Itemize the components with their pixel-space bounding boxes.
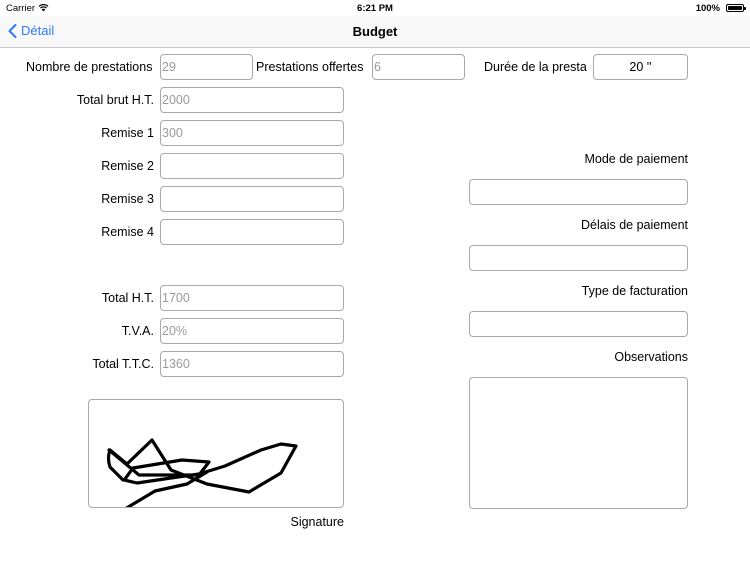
remise3-label: Remise 3: [101, 192, 154, 206]
back-label: Détail: [21, 23, 55, 38]
prestations-offertes-field[interactable]: [372, 54, 465, 80]
duree-label: Durée de la presta: [484, 60, 587, 74]
clock: 6:21 PM: [357, 3, 393, 14]
signature-pad[interactable]: [88, 399, 344, 508]
status-bar: [0, 0, 750, 16]
tva-field[interactable]: [160, 318, 344, 344]
delais-paiement-label: Délais de paiement: [580, 218, 688, 232]
prestations-offertes-label: Prestations offertes: [256, 60, 364, 74]
tva-label: T.V.A.: [121, 324, 154, 338]
mode-paiement-field[interactable]: [469, 179, 688, 205]
signature-label: Signature: [290, 515, 344, 529]
page-title: Budget: [352, 24, 398, 39]
type-facturation-field[interactable]: [469, 311, 688, 337]
carrier-label: Carrier: [6, 3, 36, 14]
type-facturation-label: Type de facturation: [581, 284, 688, 298]
duree-field[interactable]: [593, 54, 688, 80]
total-ht-label: Total H.T.: [101, 291, 154, 305]
remise2-label: Remise 2: [101, 159, 154, 173]
nb-prestations-label: Nombre de prestations: [26, 60, 153, 74]
battery-percent: 100%: [695, 3, 720, 14]
total-ht-field[interactable]: [160, 285, 344, 311]
navigation-bar: [0, 16, 750, 48]
remise3-field[interactable]: [160, 186, 344, 212]
total-brut-field[interactable]: [160, 87, 344, 113]
remise2-field[interactable]: [160, 153, 344, 179]
battery-icon: [726, 4, 744, 12]
remise1-field[interactable]: [160, 120, 344, 146]
observations-textarea[interactable]: [469, 377, 688, 509]
nb-prestations-field[interactable]: [160, 54, 253, 80]
signature-drawing: [89, 400, 344, 508]
remise4-field[interactable]: [160, 219, 344, 245]
remise4-label: Remise 4: [101, 225, 154, 239]
remise1-label: Remise 1: [101, 126, 154, 140]
delais-paiement-field[interactable]: [469, 245, 688, 271]
total-ttc-label: Total T.T.C.: [92, 357, 154, 371]
observations-label: Observations: [614, 350, 688, 364]
total-brut-label: Total brut H.T.: [76, 93, 154, 107]
total-ttc-field[interactable]: [160, 351, 344, 377]
mode-paiement-label: Mode de paiement: [584, 152, 688, 166]
